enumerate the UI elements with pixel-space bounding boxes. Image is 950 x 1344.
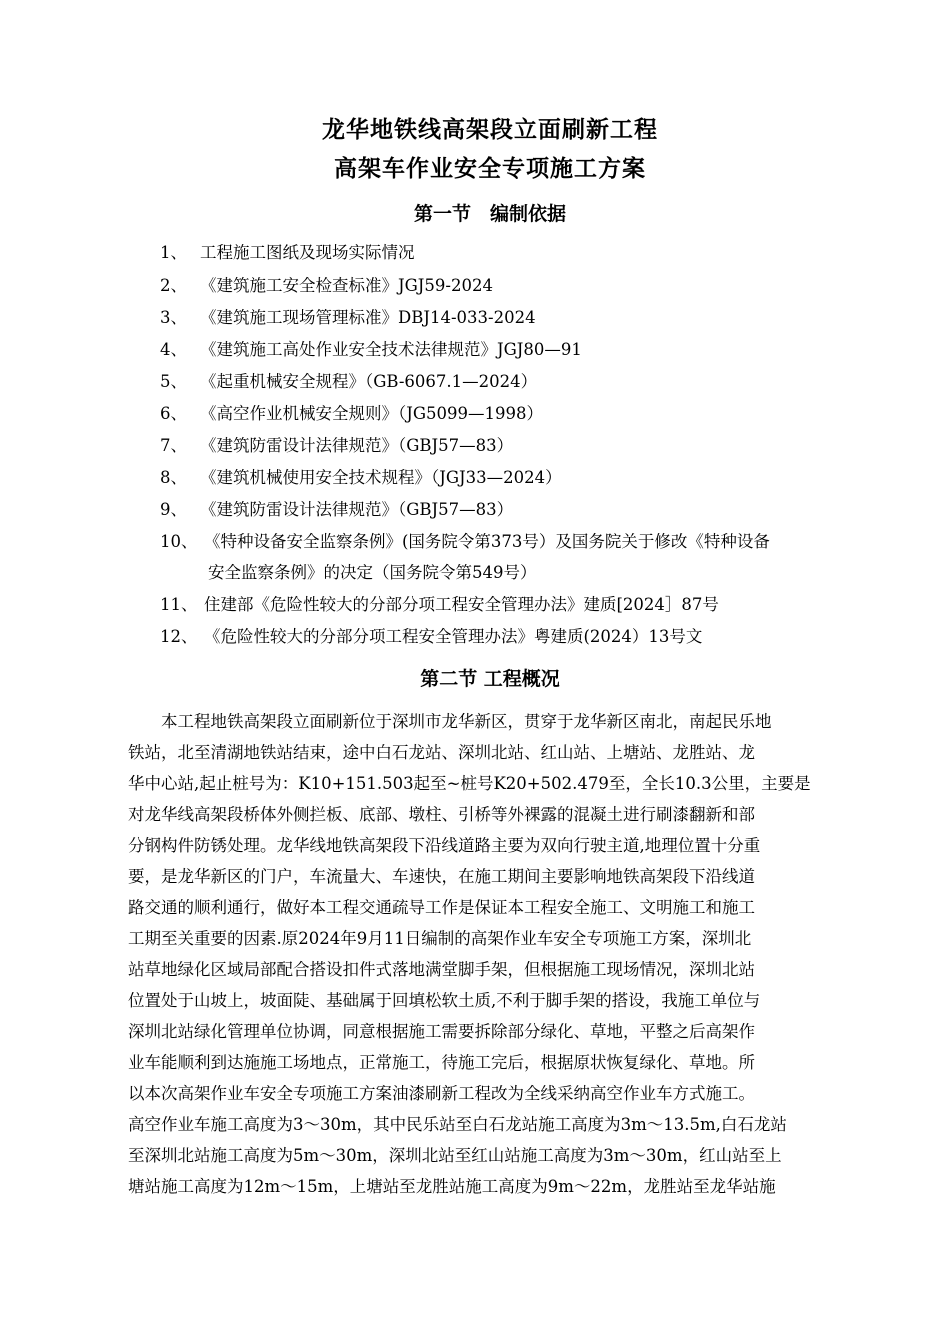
list-item [160,335,582,365]
paragraph-line: 至深圳北站施工高度为5m～30m，深圳北站至红山站施工高度为3m～30m，红山站至上 [128,1146,782,1165]
list-item-number: 2、 [160,276,187,295]
list-item [160,238,415,268]
list-item-text: 住建部《危险性较大的分部分项工程安全管理办法》建质[2024］87号 [204,595,719,614]
list-item-number: 12、 [160,627,198,646]
paragraph-line: 塘站施工高度为12m～15m，上塘站至龙胜站施工高度为9m～22m，龙胜站至龙华站施 [128,1177,776,1196]
paragraph-line: 对龙华线高架段桥体外侧拦板、底部、墩柱、引桥等外裸露的混凝土进行刷漆翻新和部 [128,805,755,824]
list-item-text: 《特种设备安全监察条例》(国务院令第373号）及国务院关于修改《特种设备 [204,532,770,551]
list-item-text: 《高空作业机械安全规则》（JG5099—1998） [200,404,544,423]
paragraph-line: 位置处于山坡上，坡面陡、基础属于回填松软土质,不利于脚手架的搭设，我施工单位与 [128,991,761,1010]
paragraph-line: 分钢构件防锈处理。龙华线地铁高架段下沿线道路主要为双向行驶主道,地理位置十分重 [128,836,761,855]
paragraph-line: 铁站，北至清湖地铁站结束，途中白石龙站、深圳北站、红山站、上塘站、龙胜站、龙 [128,743,755,762]
list-item-text: 《建筑机械使用安全技术规程》（JGJ33—2024） [200,468,562,487]
list-item [160,463,562,493]
paragraph-line: 深圳北站绿化管理单位协调，同意根据施工需要拆除部分绿化、草地，平整之后高架作 [128,1022,755,1041]
list-item-number: 5、 [160,372,187,391]
list-item [160,367,537,397]
list-item [160,271,493,301]
paragraph-line: 高空作业车施工高度为3～30m，其中民乐站至白石龙站施工高度为3m～13.5m,白石龙站 [128,1115,787,1134]
paragraph-line: 以本次高架作业车安全专项施工方案油漆刷新工程改为全线采纳高空作业车方式施工。 [128,1084,755,1103]
list-item [160,527,770,557]
list-item-text: 《建筑防雷设计法律规范》（GBJ57—83） [200,436,514,455]
list-item-number: 9、 [160,500,187,519]
list-item-text: 《建筑施工现场管理标准》DBJ14-033-2024 [200,308,536,327]
list-item-number: 6、 [160,404,187,423]
section-heading-overview: 第二节 工程概况 [420,668,560,690]
list-item [160,590,719,620]
list-item [160,303,536,333]
list-item-number: 8、 [160,468,187,487]
list-item [160,431,513,461]
list-item-continuation: 安全监察条例》的决定（国务院令第549号） [208,563,537,582]
list-item [160,622,702,652]
list-item-text: 《危险性较大的分部分项工程安全管理办法》粤建质(2024）13号文 [204,627,703,646]
list-item-number: 4、 [160,340,187,359]
list-item-text: 《建筑施工安全检查标准》JGJ59-2024 [200,276,493,295]
list-item-number: 3、 [160,308,187,327]
list-item-text: 工程施工图纸及现场实际情况 [200,243,415,262]
paragraph-line: 本工程地铁高架段立面刷新位于深圳市龙华新区，贯穿于龙华新区南北，南起民乐地 [128,712,772,731]
paragraph-line: 业车能顺利到达施施工场地点，正常施工，待施工完后，根据原状恢复绿化、草地。所 [128,1053,755,1072]
list-item [160,399,543,429]
document-subtitle: 高架车作业安全专项施工方案 [334,155,646,182]
paragraph-line: 路交通的顺利通行，做好本工程交通疏导工作是保证本工程安全施工、文明施工和施工 [128,898,755,917]
paragraph-line: 要，是龙华新区的门户，车流量大、车速快，在施工期间主要影响地铁高架段下沿线道 [128,867,755,886]
section-heading-basis: 第一节 编制依据 [413,203,566,225]
list-item-number: 1、 [160,243,187,262]
list-item-text: 《起重机械安全规程》（GB-6067.1—2024） [200,372,538,391]
paragraph-line: 工期至关重要的因素.原2024年9月11日编制的高架作业车安全专项施工方案，深圳北 [128,929,752,948]
list-item-number: 7、 [160,436,187,455]
paragraph-line: 华中心站,起止桩号为：K10+151.503起至~桩号K20+502.479至，全长10.3公里，主要是 [128,774,811,793]
document-title: 龙华地铁线高架段立面刷新工程 [322,116,658,143]
list-item-number: 10、 [160,532,198,551]
list-item-text: 《建筑施工高处作业安全技术法律规范》JGJ80—91 [200,340,582,359]
list-item-text: 《建筑防雷设计法律规范》（GBJ57—83） [200,500,514,519]
paragraph-line: 站草地绿化区域局部配合搭设扣件式落地满堂脚手架，但根据施工现场情况，深圳北站 [128,960,755,979]
list-item-number: 11、 [160,595,198,614]
list-item [160,495,513,525]
